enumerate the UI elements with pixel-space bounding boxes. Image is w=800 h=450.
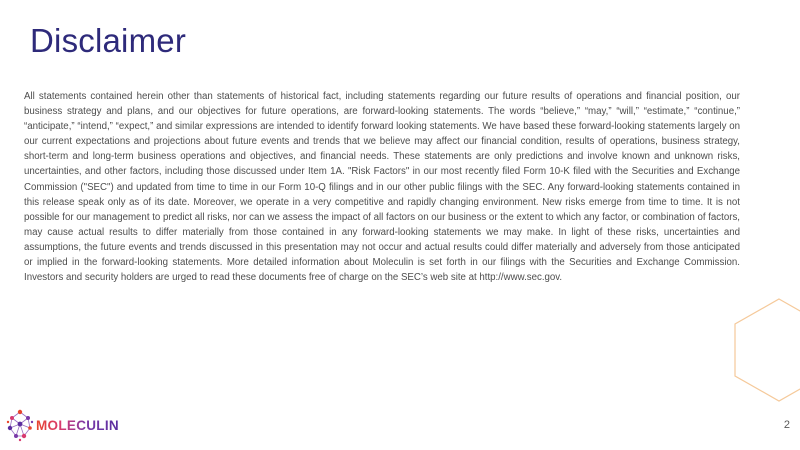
- molecule-icon: [6, 408, 34, 442]
- disclaimer-body: All statements contained herein other than statements of historical fact, including statements regarding our future results of operations and financial position, our business strategy and plans, and our objectives for future operations, are forward-looking statements. The words “believe,” “may,” “will,” “estimate,” “continue,” “anticipate,” “intend,” “expect,” and similar expressions are intended to identify forward looking statements. We have based these forward-looking statements largely on our current expectations and projections about future events and trends that we believe may affect our financial condition, results of operations, business strategy, short-term and long-term business operations and objectives, and financial needs. These statements are only predictions and involve known and unknown risks, uncertainties, and other factors, including those discussed under Item 1A. "Risk Factors" in our most recently filed Form 10-K filed with the Securities and Exchange Commission ("SEC") and updated from time to time in our Form 10-Q filings and in our other public filings with the SEC. Any forward-looking statements contained in this release speak only as of its date. Moreover, we operate in a very competitive and rapidly changing environment. New risks emerge from time to time. It is not possible for our management to predict all risks, nor can we assess the impact of all factors on our business or the extent to which any factor, or combination of factors, may cause actual results to differ materially from those contained in any forward-looking statements we may make. In light of these risks, uncertainties and assumptions, the future events and trends discussed in this presentation may not occur and actual results could differ materially and adversely from those anticipated or implied in the forward-looking statements. More detailed information about Moleculin is set forth in our filings with the Securities and Exchange Commission. Investors and security holders are urged to read these documents free of charge on the SEC’s web site at http://www.sec.gov.: [24, 91, 740, 284]
- page-number: 2: [783, 419, 790, 431]
- slide-title: Disclaimer: [30, 22, 187, 59]
- company-logo: [6, 405, 119, 445]
- hexagon-outline-icon: [734, 298, 800, 402]
- logo-text: MOLECULIN: [36, 417, 119, 433]
